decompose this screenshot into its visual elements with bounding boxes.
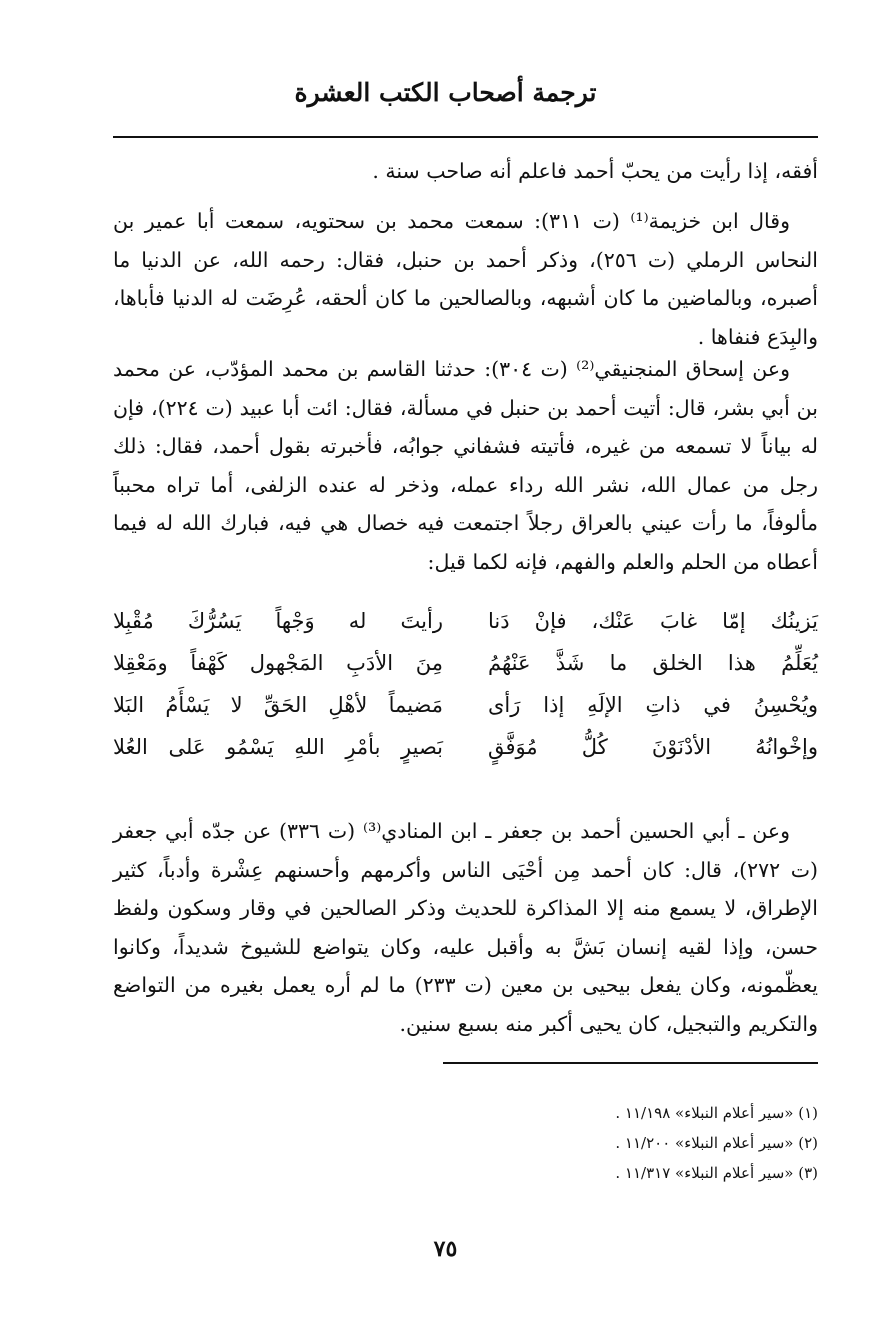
footnotes bbox=[615, 1098, 818, 1188]
footnote-1: (١) «سير أعلام النبلاء» ١١/١٩٨ . bbox=[615, 1104, 818, 1122]
verse-first-hemistich: يُعَلِّمُ هذا الخلق ما شَذَّ عَنْهُمُ bbox=[488, 651, 818, 675]
verse-first-hemistich: وإخْوانُهُ الأدْنَوْنَ كُلُّ مُوَفَّقٍ bbox=[488, 735, 818, 759]
poem-verse bbox=[113, 642, 818, 684]
footnote-2: (٢) «سير أعلام النبلاء» ١١/٢٠٠ . bbox=[615, 1134, 818, 1152]
header-divider bbox=[113, 136, 818, 138]
verse-second-hemistich: بَصيرٍ بأمْرِ اللهِ يَسْمُو عَلى العُلا bbox=[113, 735, 443, 759]
verse-first-hemistich: يَزينُك إمّا غابَ عَنْك، فإنْ دَنا bbox=[488, 609, 818, 633]
paragraph-2: وقال ابن خزيمة⁽¹⁾ (ت ٣١١): سمعت محمد بن سحتويه، سمعت أبا عمير بن النحاس الرملي (ت ٢٥٦)، وذكر أحمد بن حنبل، فقال: رحمه الله، عن الدنيا ما أصبره، وبالماضين ما كان أشبهه، وبالصالحين ما كان ألحقه، عُرِضَت له الدنيا فأباها، والبِدَع فنفاها . bbox=[113, 209, 818, 349]
verse-second-hemistich: رأيتَ له وَجْهاً يَسُرُّكَ مُقْبِلا bbox=[113, 609, 443, 633]
footnote-3: (٣) «سير أعلام النبلاء» ١١/٣١٧ . bbox=[615, 1164, 818, 1182]
poem-verse bbox=[113, 684, 818, 726]
paragraph-3: وعن إسحاق المنجنيقي⁽²⁾ (ت ٣٠٤): حدثنا القاسم بن محمد المؤدّب، عن محمد بن أبي بشر، قال: أتيت أحمد بن حنبل في مسألة، فقال: ائت أبا عبيد (ت ٢٢٤)، فإن له بياناً لا تسمعه من غيره، فأتيته فشفاني جوابُه، فأخبرته بقول أحمد، فقال: ذلك رجل من عمال الله، نشر الله رداء عمله، وذخر له عنده الزلفى، أما تراه محبباً مألوفاً، ما رأت عيني بالعراق رجلاً اجتمعت فيه خصال هي فيه، فبارك الله له فيما أعطاه من الحلم والعلم والفهم، فإنه لكما قيل: bbox=[113, 357, 818, 574]
verse-first-hemistich: ويُحْسِنُ في ذاتِ الإلَهِ إذا رَأى bbox=[488, 693, 818, 717]
verse-second-hemistich: مِنَ الأدَبِ المَجْهول كَهْفاً ومَعْقِلا bbox=[113, 651, 443, 675]
page-number: ٧٥ bbox=[433, 1236, 458, 1262]
paragraph-1: أفقه، إذا رأيت من يحبّ أحمد فاعلم أنه صاحب سنة . bbox=[372, 159, 818, 183]
poem-verse bbox=[113, 600, 818, 642]
running-header-title: ترجمة أصحاب الكتب العشرة bbox=[294, 78, 597, 107]
footnote-divider bbox=[443, 1062, 818, 1064]
verse-second-hemistich: مَضيماً لأهْلِ الحَقِّ لا يَسْأَمُ البَلا bbox=[113, 693, 443, 717]
poem-verse bbox=[113, 726, 818, 768]
poem-block bbox=[113, 600, 818, 768]
paragraph-4: وعن ـ أبي الحسين أحمد بن جعفر ـ ابن المنادي⁽³⁾ (ت ٣٣٦) عن جدّه أبي جعفر (ت ٢٧٢)، قال: كان أحمد مِن أحْيَى الناس وأكرمهم وأحسنهم عِشْرة وأدباً، كثير الإطراق، لا يسمع منه إلا المذاكرة للحديث وذكر الصالحين في وقار وسكون ولفظ حسن، وإذا لقيه إنسان بَشَّ به وأقبل عليه، وكان يتواضع للشيوخ شديداً، وكانوا يعظّمونه، وكان يفعل بيحيى بن معين (ت ٢٣٣) ما لم أره يعمل بغيره من التواضع والتكريم والتبجيل، كان يحيى أكبر منه بسبع سنين. bbox=[113, 819, 818, 1036]
